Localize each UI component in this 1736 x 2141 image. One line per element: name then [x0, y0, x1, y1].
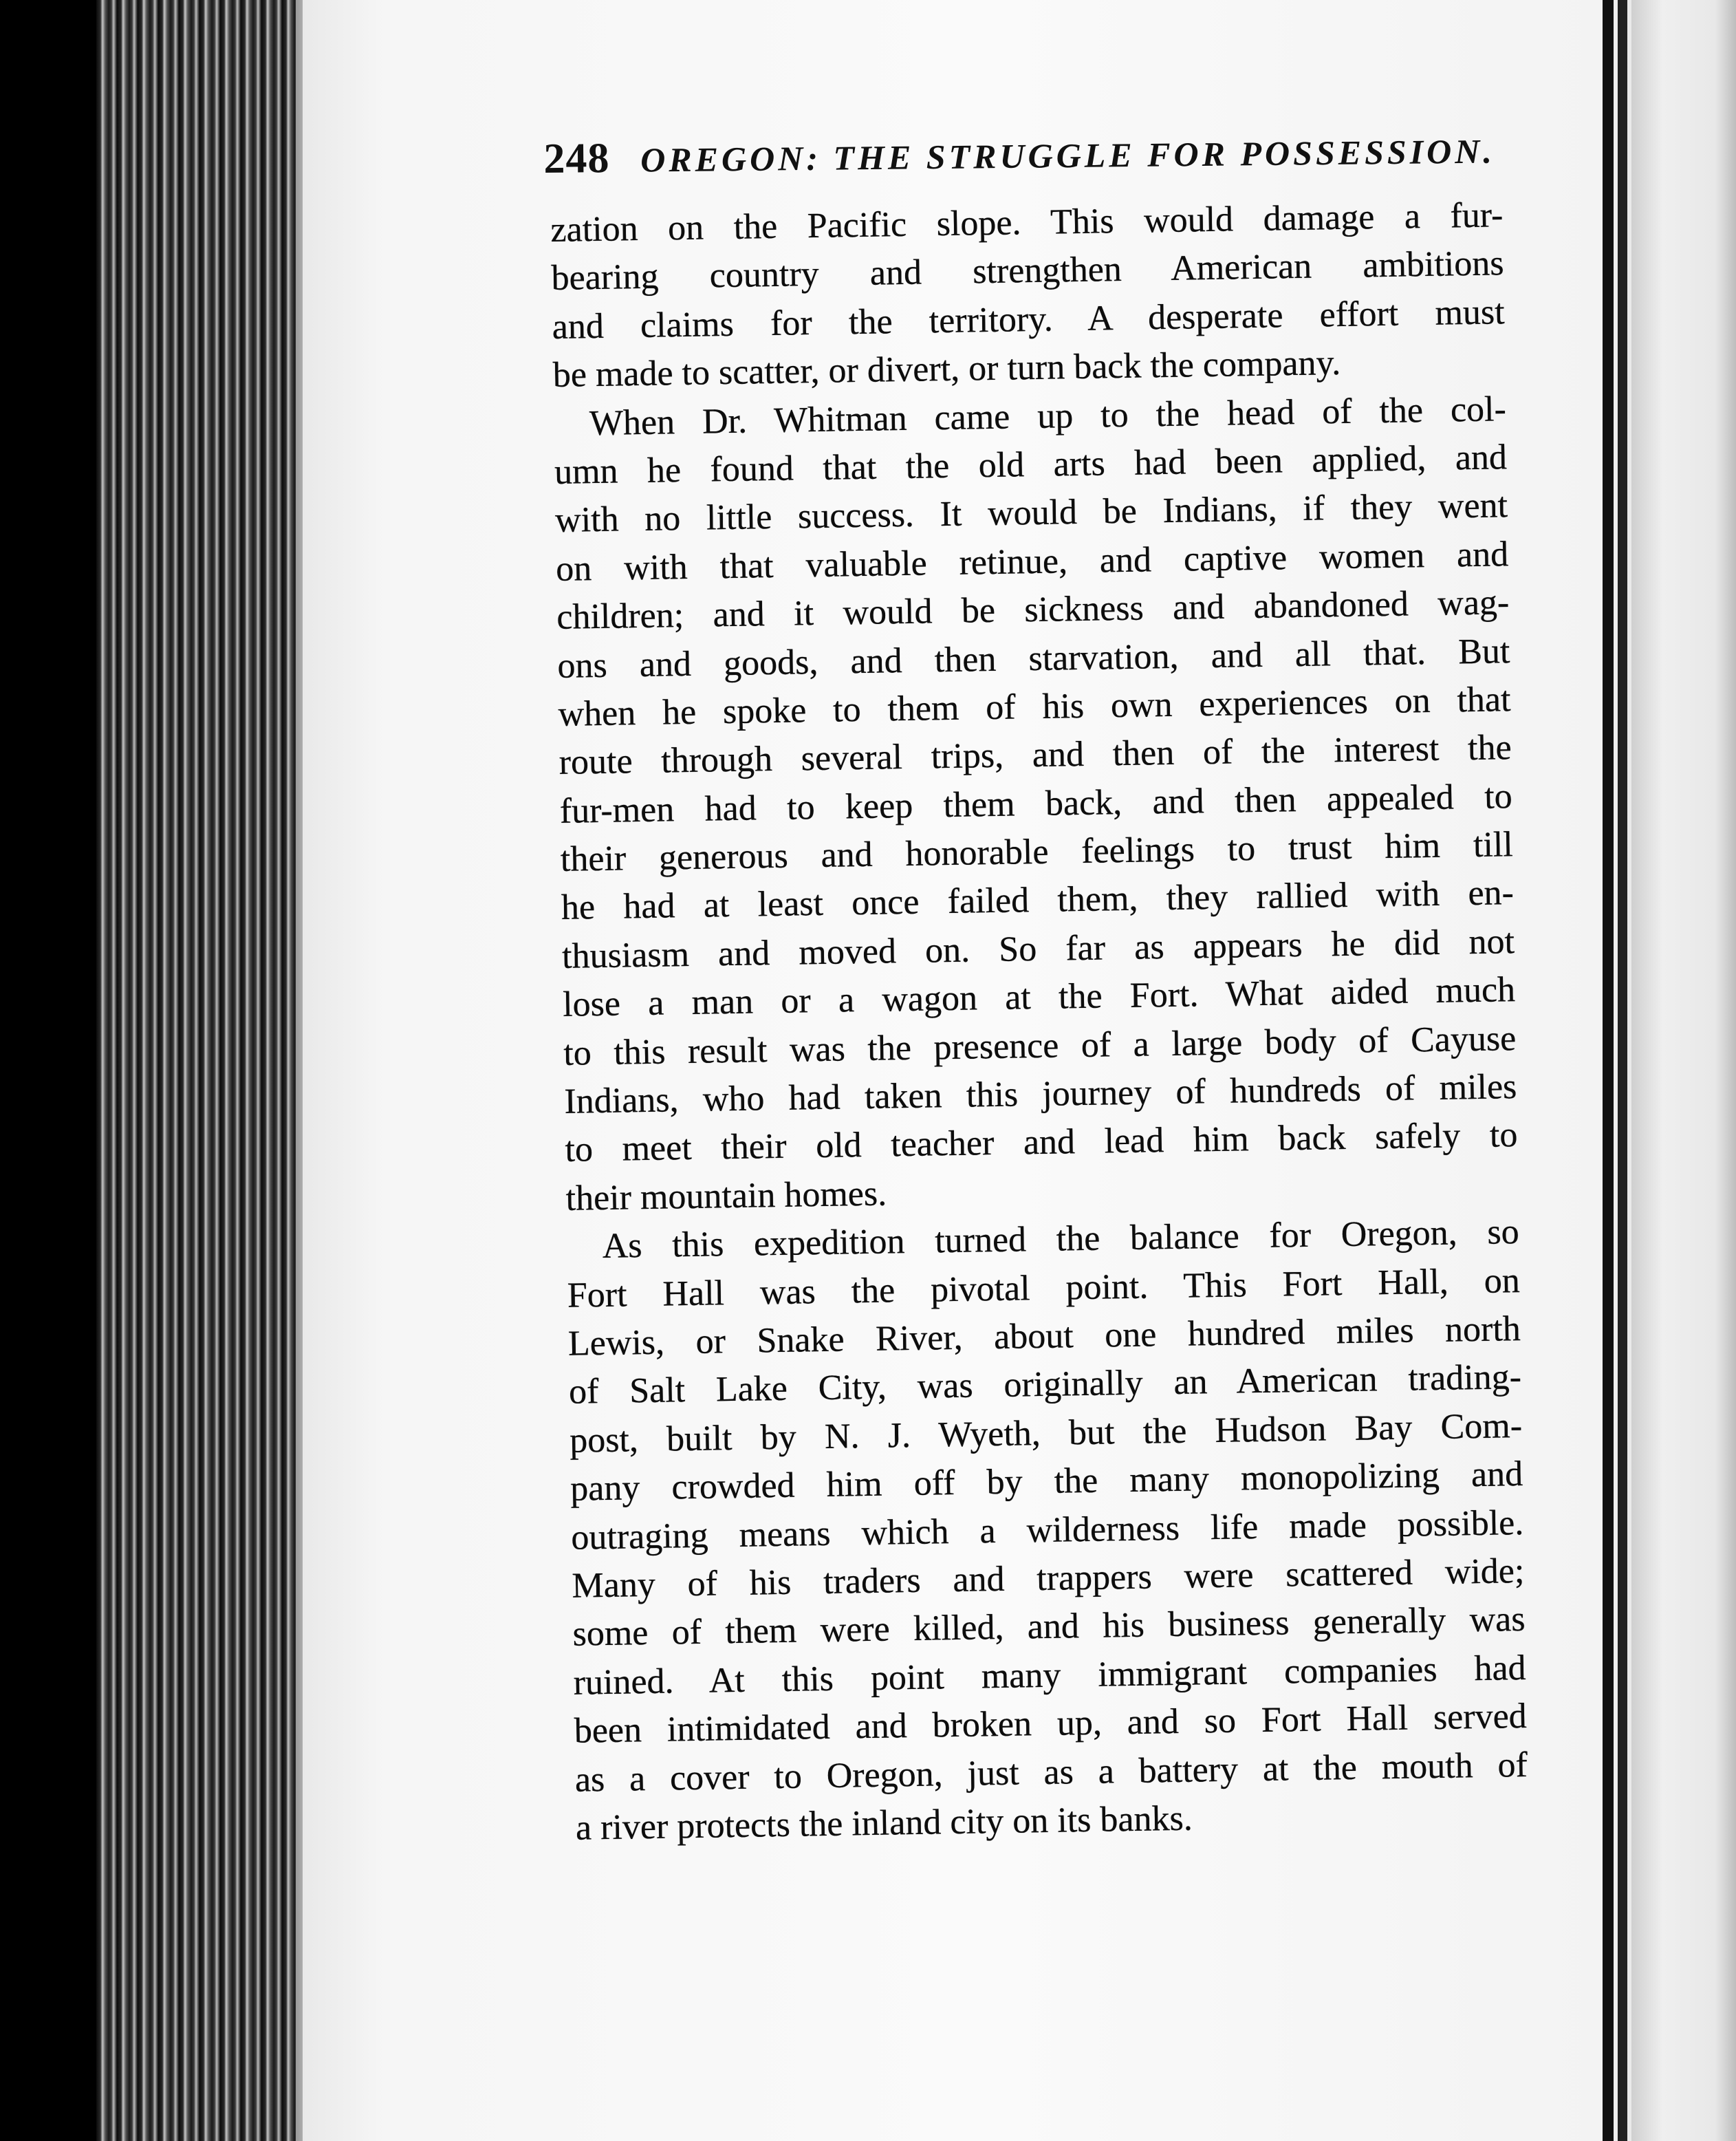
text-line: lose a man or a wagon at the Fort. What aided much — [562, 970, 1516, 1025]
book-gutter — [1603, 0, 1614, 2141]
book-gutter-shadow — [1618, 0, 1627, 2141]
book-page-edges — [96, 0, 296, 2141]
paragraph — [553, 385, 1519, 1223]
text-line: when he spoke to them of his own experiences on that — [558, 680, 1511, 734]
text-line: When Dr. Whitman came up to the head of the col- — [589, 389, 1507, 443]
text-line: bearing country and strengthen American ambitions — [551, 244, 1504, 299]
text-line: outraging means which a wilderness life made possible. — [570, 1503, 1524, 1558]
text-line: As this expedition turned the balance for Oregon, so — [602, 1212, 1520, 1267]
text-line: fur-men had to keep them back, and then appealed to — [559, 776, 1513, 831]
body-text — [550, 191, 1528, 1853]
text-line: be made to scatter, or divert, or turn back the company. — [552, 343, 1341, 396]
text-line: ruined. At this point many immigrant companies had — [573, 1648, 1526, 1703]
paragraph — [566, 1208, 1528, 1853]
text-line: been intimidated and broken up, and so Fort Hall served — [574, 1697, 1528, 1751]
text-line: Fort Hall was the pivotal point. This Fort Hall, on — [567, 1260, 1521, 1315]
text-line: and claims for the territory. A desperate effort must — [552, 292, 1506, 347]
text-line: with no little success. It would be Indians, if they went — [554, 486, 1508, 541]
text-line: Indians, who had taken this journey of hundreds of miles — [563, 1067, 1517, 1121]
text-line: children; and it would be sickness and abandoned wag- — [556, 583, 1510, 638]
paragraph — [550, 191, 1506, 400]
text-line: on with that valuable retinue, and captive women and — [555, 534, 1509, 589]
facing-page-edge — [1631, 0, 1736, 2141]
text-line: zation on the Pacific slope. This would damage a fur- — [550, 195, 1504, 250]
text-line: route through several trips, and then of the interest the — [558, 728, 1512, 783]
text-line: some of them were killed, and his business generally was — [572, 1600, 1526, 1655]
text-line: a river protects the inland city on its banks. — [575, 1798, 1193, 1848]
page-number: 248 — [543, 134, 610, 182]
text-line: to meet their old teacher and lead him back safely to — [565, 1115, 1518, 1170]
text-line: as a cover to Oregon, just as a battery at the mouth of — [574, 1745, 1528, 1800]
text-line: post, built by N. J. Wyeth, but the Hudson Bay Com- — [569, 1406, 1523, 1461]
text-line: ons and goods, and then starvation, and all that. But — [557, 631, 1510, 686]
text-line: to this result was the presence of a large body of Cayuse — [563, 1018, 1517, 1073]
text-line: he had at least once failed them, they rallied with en- — [561, 873, 1515, 928]
running-head-title: OREGON: THE STRUGGLE FOR POSSESSION. — [640, 131, 1496, 180]
text-line: their mountain homes. — [565, 1174, 887, 1218]
text-line: pany crowded him off by the many monopolizing and — [569, 1454, 1523, 1509]
text-line: umn he found that the old arts had been applied, and — [554, 438, 1508, 492]
text-line: of Salt Lake City, was originally an American trading- — [568, 1357, 1522, 1412]
text-line: their generous and honorable feelings to trust him till — [560, 825, 1514, 879]
text-line: thusiasm and moved on. So far as appears he did not — [561, 921, 1515, 976]
text-line: Many of his traders and trappers were scattered wide; — [572, 1551, 1525, 1606]
running-head — [543, 125, 1496, 184]
text-line: Lewis, or Snake River, about one hundred miles north — [567, 1309, 1521, 1364]
